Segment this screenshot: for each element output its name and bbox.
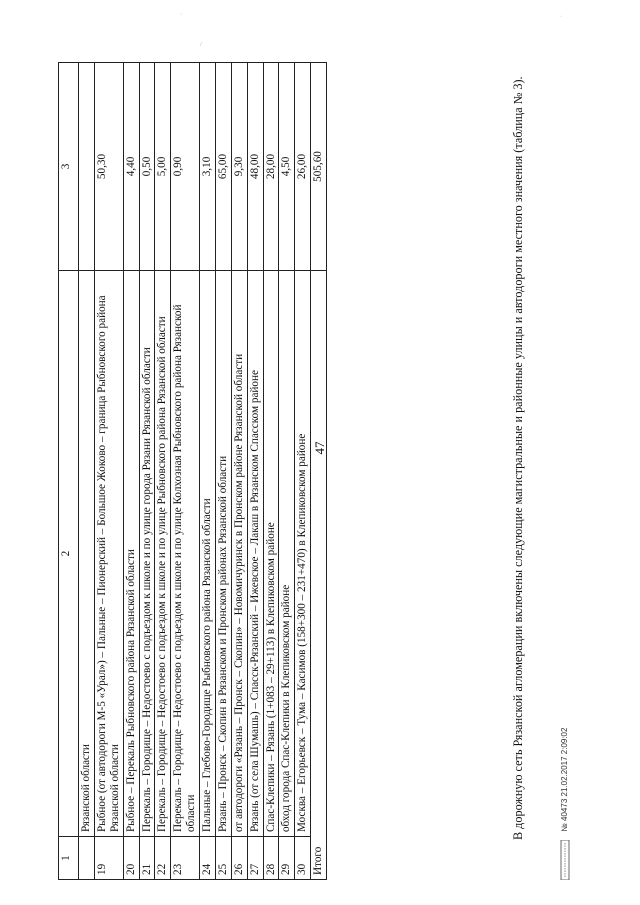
scan-speck: ·: [180, 12, 182, 18]
table-row: [263, 63, 279, 880]
row-number-cell: [79, 837, 95, 880]
road-name-cell: Перекаль – Городище – Недостоево с подъездом к школе и по улице Рыбновского района Рязанской области: [155, 270, 171, 836]
total-label: Итого: [311, 837, 327, 880]
scan-speck: /: [200, 42, 202, 48]
table-row: [171, 63, 200, 880]
row-number-cell: 20: [123, 837, 139, 880]
table-header-row: [59, 63, 79, 880]
length-cell: 0,90: [171, 63, 200, 271]
table-row: [123, 63, 139, 880]
row-number-cell: 28: [263, 837, 279, 880]
row-number-cell: 21: [139, 837, 155, 880]
road-name-cell: Рязань – Пронск – Скопин в Рязанском и Пронском районах Рязанской области: [215, 270, 231, 836]
row-number-cell: 26: [231, 837, 247, 880]
length-cell: 3,10: [200, 63, 216, 271]
length-cell: 50,30: [94, 63, 123, 271]
row-number-cell: 27: [247, 837, 263, 880]
road-name-cell: Перекаль – Городище – Недостоево с подъездом к школе и по улице города Рязани Рязанской области: [139, 270, 155, 836]
row-number-cell: 22: [155, 837, 171, 880]
row-number-cell: 23: [171, 837, 200, 880]
scan-speck: ·: [560, 14, 562, 20]
table-body: [79, 63, 311, 880]
table-row: [279, 63, 295, 880]
rotated-content: [58, 62, 578, 880]
table-row: [200, 63, 216, 880]
table-row: [231, 63, 247, 880]
table-row: [215, 63, 231, 880]
row-number-cell: 25: [215, 837, 231, 880]
length-cell: 26,00: [295, 63, 311, 271]
road-name-cell: Рыбное (от автодороги М-5 «Урал») – Пальные – Пионерский – Большое Жоково – граница Рыбновского района Рязанской области: [94, 270, 123, 836]
row-number-cell: 19: [94, 837, 123, 880]
length-cell: 5,00: [155, 63, 171, 271]
page-number: 47: [312, 441, 327, 455]
table-header-cell: 2: [59, 270, 79, 836]
stamp-text: № 40473 21.02.2017 2:09:02: [560, 727, 570, 832]
road-name-cell: от автодороги «Рязань – Пронск – Скопин» – Новомичуринск в Пронском районе Рязанской области: [231, 270, 247, 836]
road-name-cell: Перекаль – Городище – Недостоево с подъездом к школе и по улице Колхозная Рыбновского района Рязанской области: [171, 270, 200, 836]
registry-logo-icon: [560, 840, 570, 880]
road-name-cell: Рязань (от села Шумашь) – Спасск-Рязанский – Ижевское – Лакаш в Рязанском Спасском районе: [247, 270, 263, 836]
length-cell: 28,00: [263, 63, 279, 271]
length-cell: 48,00: [247, 63, 263, 271]
footer-paragraph: В дорожную сеть Рязанской агломерации включены следующие магистральные и районные улицы и автодороги местного значения (таблица № 3).: [511, 76, 525, 840]
row-number-cell: 24: [200, 837, 216, 880]
length-cell: 65,00: [215, 63, 231, 271]
road-name-cell: Пальные – Глебово-Городище Рыбновского района Рязанской области: [200, 270, 216, 836]
road-name-cell: Спас-Клепики – Рязань (1+083 – 29+113) в Клепиковском районе: [263, 270, 279, 836]
length-cell: 9,30: [231, 63, 247, 271]
length-cell: 0,50: [139, 63, 155, 271]
total-value: 505,60: [311, 63, 327, 271]
table-row: [139, 63, 155, 880]
table-row: [295, 63, 311, 880]
table-header-cell: 3: [59, 63, 79, 271]
length-cell: 4,50: [279, 63, 295, 271]
row-number-cell: 30: [295, 837, 311, 880]
table-header-cell: 1: [59, 837, 79, 880]
road-name-cell: обход города Спас-Клепики в Клепиковском районе: [279, 270, 295, 836]
table-row: [155, 63, 171, 880]
length-cell: 4,40: [123, 63, 139, 271]
road-name-cell: Рыбное – Перекаль Рыбновского района Рязанской области: [123, 270, 139, 836]
table-row: [94, 63, 123, 880]
total-spacer: [311, 270, 327, 836]
table-row: [247, 63, 263, 880]
row-number-cell: 29: [279, 837, 295, 880]
document-stamp: [560, 550, 570, 880]
road-name-cell: Рязанской области: [79, 270, 95, 836]
roads-table: [58, 62, 327, 880]
table-row: [79, 63, 95, 880]
road-name-cell: Москва – Егорьевск – Тума – Касимов (158+300 – 231+470) в Клепиковском районе: [295, 270, 311, 836]
length-cell: [79, 63, 95, 271]
table-total-row: [311, 63, 327, 880]
